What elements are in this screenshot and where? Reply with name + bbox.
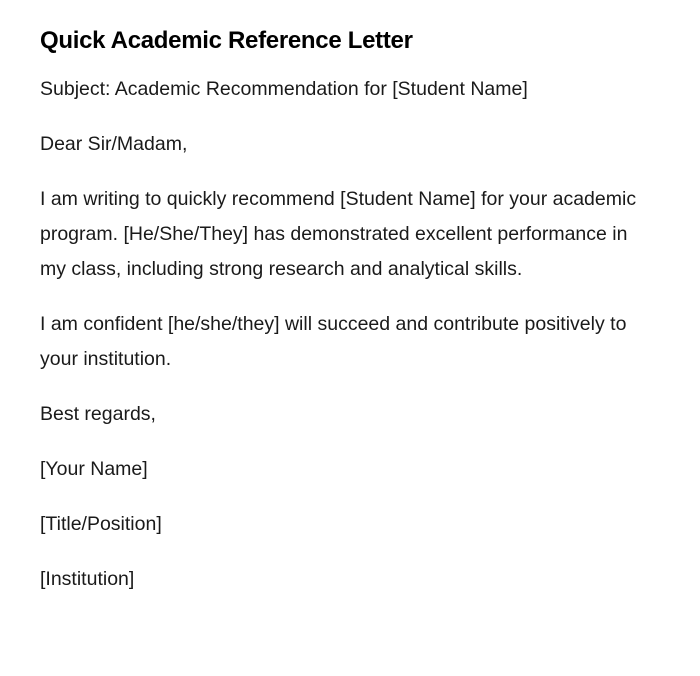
- greeting: Dear Sir/Madam,: [40, 133, 188, 155]
- body-paragraph-2: I am confident [he/she/they] will succeed and contribute positively to your institution.: [40, 313, 627, 370]
- signer-name: [Your Name]: [40, 458, 148, 480]
- subject-line: Subject: Academic Recommendation for [Student Name]: [40, 78, 528, 100]
- signer-institution: [Institution]: [40, 568, 135, 590]
- body-paragraph-1: I am writing to quickly recommend [Student Name] for your academic program. [He/She/They] has demonstrated excellent performance in my class, including strong research and analytical skills.: [40, 188, 637, 280]
- letter-title: Quick Academic Reference Letter: [40, 27, 413, 54]
- signer-position: [Title/Position]: [40, 513, 162, 535]
- letter-document: [40, 24, 640, 617]
- closing: Best regards,: [40, 403, 156, 425]
